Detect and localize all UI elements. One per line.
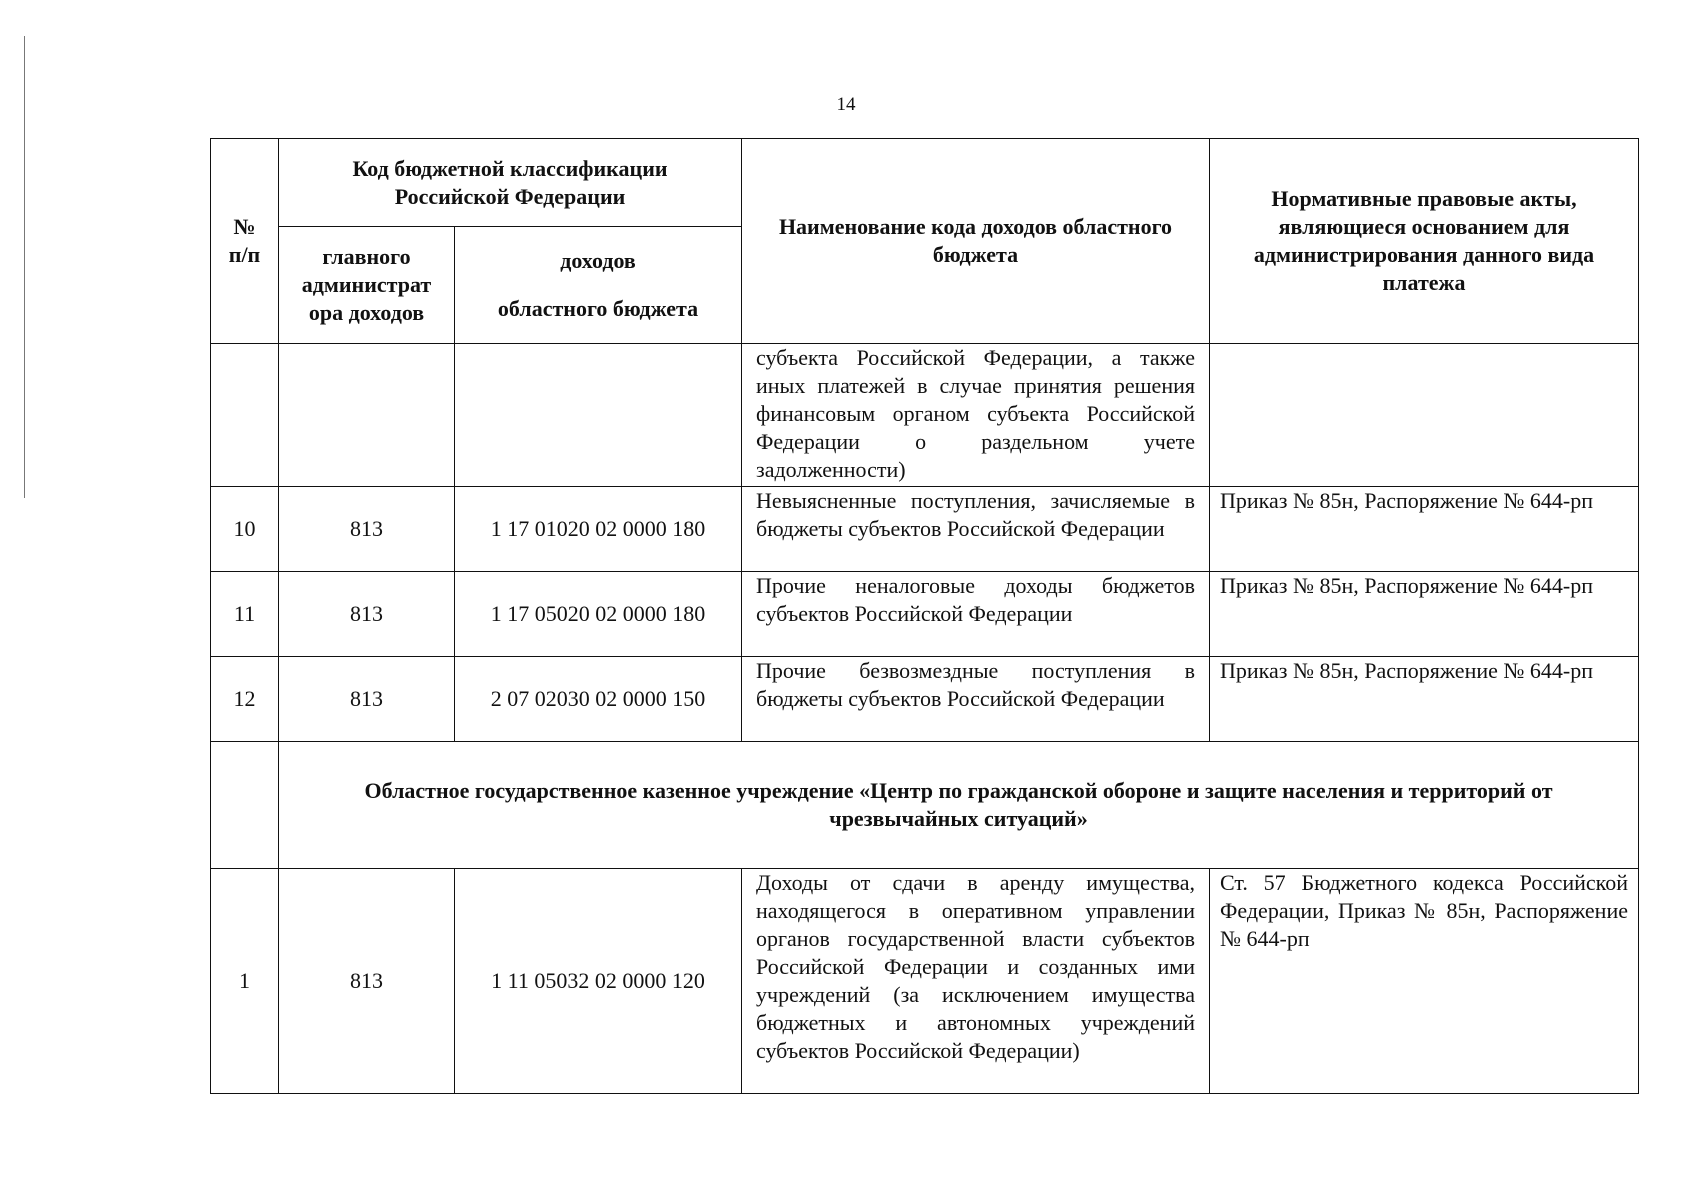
- row-code: 1 17 01020 02 0000 180: [455, 487, 742, 572]
- header-admin: главного администрат ора доходов: [279, 227, 455, 344]
- budget-classification-table: [210, 138, 1639, 1094]
- row-num: 10: [211, 487, 279, 572]
- row-acts: Приказ № 85н, Распоряжение № 644-рп: [1210, 572, 1639, 657]
- header-kbk-group: Код бюджетной классификации Российской Федерации: [279, 139, 742, 227]
- row-admin: 813: [279, 487, 455, 572]
- row-code: 2 07 02030 02 0000 150: [455, 657, 742, 742]
- row-name: Прочие безвозмездные поступления в бюджеты субъектов Российской Федерации: [742, 657, 1210, 742]
- table-row: [211, 344, 1639, 487]
- row-name: Доходы от сдачи в аренду имущества, находящегося в оперативном управлении органов государственной власти субъектов Российской Федерации и созданных ими учреждений (за исключением имущества бюджетных и автономных учреждений субъектов Российской Федерации): [742, 869, 1210, 1094]
- header-code-bottom: областного бюджета: [497, 296, 699, 321]
- section-header-row: [211, 742, 1639, 869]
- header-acts: Нормативные правовые акты, являющиеся основанием для администрирования данного вида платежа: [1210, 139, 1639, 344]
- row-acts: [1210, 344, 1639, 487]
- header-num: № п/п: [211, 139, 279, 344]
- row-admin: 813: [279, 572, 455, 657]
- header-name: Наименование кода доходов областного бюджета: [742, 139, 1210, 344]
- page-number: 14: [836, 94, 856, 115]
- header-code-top: доходов: [560, 248, 636, 273]
- header-row-1: [211, 139, 1639, 227]
- row-acts: Ст. 57 Бюджетного кодекса Российской Федерации, Приказ № 85н, Распоряжение № 644-рп: [1210, 869, 1639, 1094]
- row-acts: Приказ № 85н, Распоряжение № 644-рп: [1210, 657, 1639, 742]
- section-num-empty: [211, 742, 279, 869]
- table-row: [211, 869, 1639, 1094]
- row-admin: 813: [279, 657, 455, 742]
- row-code: 1 11 05032 02 0000 120: [455, 869, 742, 1094]
- row-admin: [279, 344, 455, 487]
- row-num: 1: [211, 869, 279, 1094]
- row-name: субъекта Российской Федерации, а также иных платежей в случае принятия решения финансовым органом субъекта Российской Федерации о раздельном учете задолженности): [742, 344, 1210, 487]
- row-acts: Приказ № 85н, Распоряжение № 644-рп: [1210, 487, 1639, 572]
- header-code: [455, 227, 742, 344]
- row-num: [211, 344, 279, 487]
- row-code: 1 17 05020 02 0000 180: [455, 572, 742, 657]
- row-admin: 813: [279, 869, 455, 1094]
- row-name: Невыясненные поступления, зачисляемые в бюджеты субъектов Российской Федерации: [742, 487, 1210, 572]
- row-num: 11: [211, 572, 279, 657]
- row-num: 12: [211, 657, 279, 742]
- table-row: [211, 572, 1639, 657]
- table-row: [211, 487, 1639, 572]
- table-row: [211, 657, 1639, 742]
- row-code: [455, 344, 742, 487]
- section-title: Областное государственное казенное учреждение «Центр по гражданской обороне и защите населения и территорий от чрезвычайных ситуаций»: [279, 742, 1639, 869]
- row-name: Прочие неналоговые доходы бюджетов субъектов Российской Федерации: [742, 572, 1210, 657]
